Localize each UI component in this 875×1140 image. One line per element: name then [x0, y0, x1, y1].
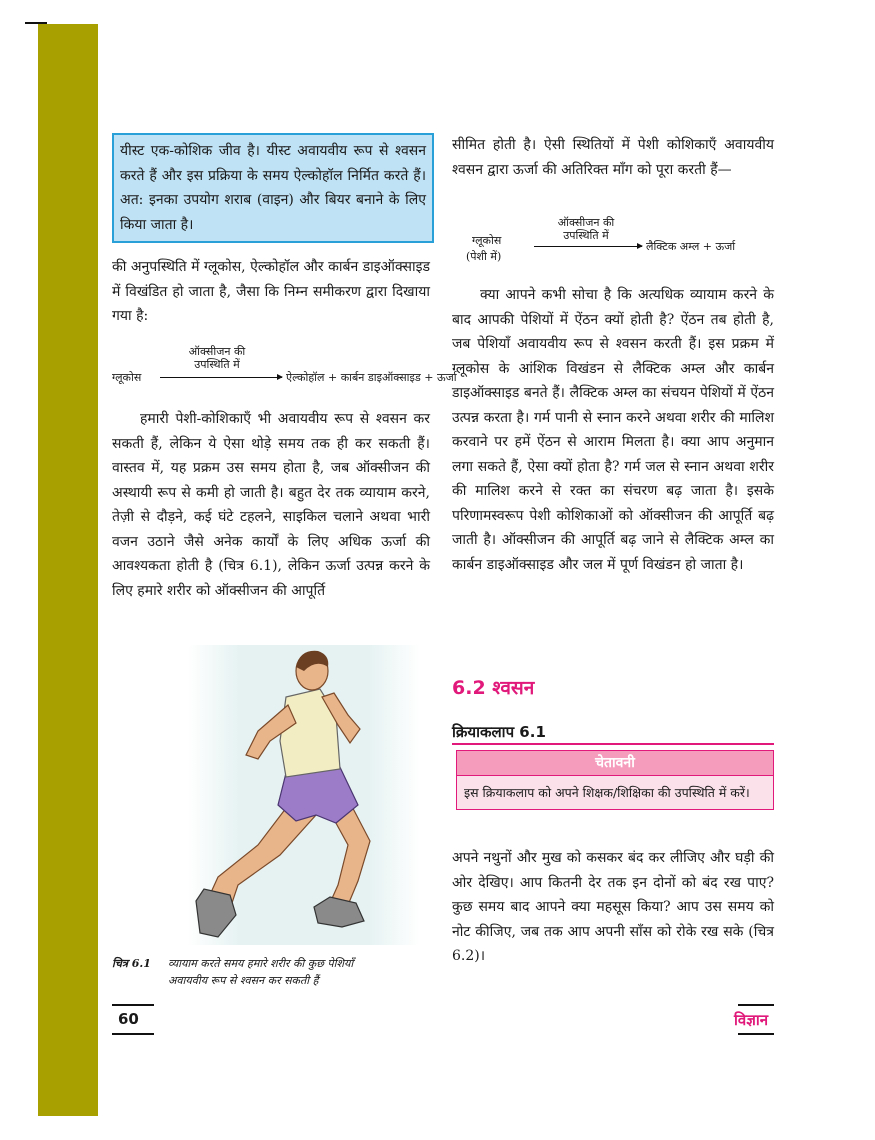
warning-text: इस क्रियाकलाप को अपने शिक्षक/शिक्षिका की उपस्थिति में करें।: [464, 785, 750, 800]
eq2-reactant-line2: (पेशी में): [466, 250, 502, 263]
figure-caption: [112, 955, 430, 989]
left-paragraph-2: हमारी पेशी-कोशिकाएँ भी अवायवीय रूप से श्वसन कर सकती हैं, लेकिन ये ऐसा थोड़े समय तक ही कर सकती हैं। वास्तव में, यह प्रक्रम उस समय होता है, जब ऑक्सीजन की अस्थायी रूप से कमी हो जाती है। बहुत देर तक व्यायाम करने, तेज़ी से दौड़ने, कई घंटे टहलने, साइकिल चलाने अथवा भारी वजन उठाने जैसे अनेक कार्यों के लिए अधिक ऊर्जा की आवश्यकता होती है (चित्र 6.1), लेकिन ऊर्जा उत्पन्न करने के लिए हमारे शरीर को ऑक्सीजन की आपूर्ति: [112, 411, 430, 599]
eq1-arrow: [160, 377, 282, 378]
eq2-condition-line1: ऑक्सीजन की: [557, 216, 615, 229]
running-man-figure: [188, 645, 420, 945]
eq2-products: लैक्टिक अम्ल + ऊर्जा: [646, 240, 736, 253]
eq2-arrow: [534, 246, 642, 247]
caption-line1: व्यायाम करते समय हमारे शरीर की कुछ पेशियाँ: [168, 957, 354, 970]
warning-title: चेतावनी: [457, 751, 773, 776]
running-man-illustration: [188, 645, 420, 945]
activity-title: क्रियाकलाप 6.1: [452, 723, 546, 741]
book-name: विज्ञान: [734, 1011, 769, 1029]
left-paragraph-1: की अनुपस्थिति में ग्लूकोस, ऐल्कोहॉल और कार्बन डाइऑक्साइड में विखंडित हो जाता है, जैसा कि निम्न समीकरण द्वारा दिखाया गया है:: [112, 259, 430, 324]
section-title: 6.2 श्वसन: [452, 677, 535, 699]
eq1-condition-line1: ऑक्सीजन की: [188, 345, 246, 358]
footer-right-rule-bottom: [738, 1033, 774, 1035]
equation-alcohol: [112, 345, 457, 391]
right-paragraph-3: अपने नथुनों और मुख को कसकर बंद कर लीजिए और घड़ी की ओर देखिए। आप कितनी देर तक इन दोनों को बंद रख पाए? कुछ समय बाद आपने क्या महसूस किया? आप उस समय को नोट कीजिए, जब तक आप अपनी साँस को रोके रख सके (चित्र 6.2)।: [452, 850, 774, 964]
eq1-reactant: ग्लूकोस: [112, 371, 142, 384]
activity-rule: [452, 743, 774, 745]
page-side-bar: [38, 24, 98, 1116]
eq1-products: ऐल्कोहॉल + कार्बन डाइऑक्साइड + ऊर्जा: [286, 371, 457, 384]
footer-right-rule-top: [738, 1004, 774, 1006]
warning-box: [456, 750, 774, 810]
eq2-condition-line2: उपस्थिति में: [563, 229, 609, 242]
footer-left-rule-top: [112, 1004, 154, 1006]
equation-lactic: [466, 216, 766, 266]
right-paragraph-1: सीमित होती है। ऐसी स्थितियों में पेशी कोशिकाएँ अवायवीय श्वसन द्वारा ऊर्जा की अतिरिक्त माँग को पूरा करती हैं—: [452, 137, 774, 178]
yeast-info-box: यीस्ट एक-कोशिक जीव है। यीस्ट अवायवीय रूप से श्वसन करते हैं और इस प्रक्रिया के समय ऐल्कोहॉल निर्मित करते हैं। अत: इनका उपयोग शराब (वाइन) और बियर बनाने के लिए किया जाता है।: [112, 133, 434, 243]
caption-number: चित्र 6.1: [112, 957, 151, 970]
caption-line2: अवायवीय रूप से श्वसन कर सकती हैं: [168, 974, 319, 987]
eq2-reactant-line1: ग्लूकोस: [472, 234, 502, 247]
page-number: 60: [118, 1010, 139, 1028]
right-paragraph-2: क्या आपने कभी सोचा है कि अत्यधिक व्यायाम करने के बाद आपकी पेशियों में ऐंठन क्यों होती है? ऐंठन तब होती है, जब पेशियाँ अवायवीय रूप से श्वसन करती हैं। इस प्रक्रम में ग्लूकोस के आंशिक विखंडन से लैक्टिक अम्ल और कार्बन डाइऑक्साइड बनते हैं। लैक्टिक अम्ल का संचयन पेशियों में ऐंठन उत्पन्न करता है। गर्म पानी से स्नान करने अथवा शरीर की मालिश करवाने पर हमें ऐंठन से आराम मिलता है। क्या आप अनुमान लगा सकते हैं, ऐसा क्यों होता है? गर्म जल से स्नान अथवा शरीर की मालिश करने से रक्त का संचरण बढ़ जाता है। इसके परिणामस्वरूप पेशी कोशिकाओं को ऑक्सीजन की आपूर्ति बढ़ जाती है। ऑक्सीजन की आपूर्ति बढ़ जाने से लैक्टिक अम्ल का कार्बन डाइऑक्साइड और जल में पूर्ण विखंडन हो जाता है।: [452, 287, 774, 573]
footer-left-rule-bottom: [112, 1033, 154, 1035]
eq1-condition-line2: उपस्थिति में: [194, 358, 240, 371]
